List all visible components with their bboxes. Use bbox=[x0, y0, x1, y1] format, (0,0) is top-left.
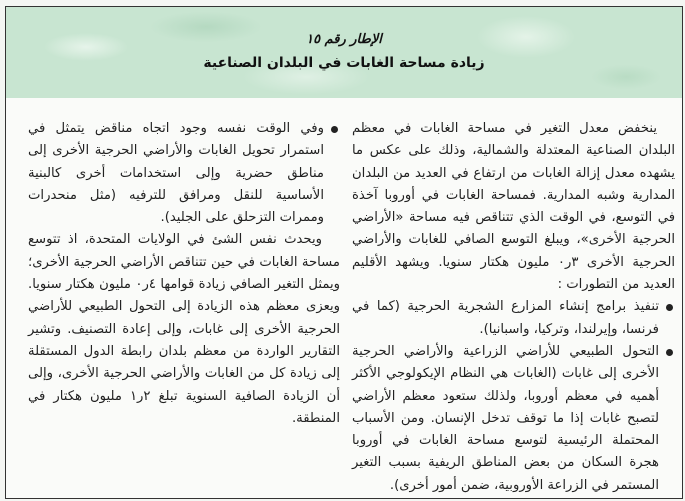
intro-paragraph: ينخفض معدل التغير في مساحة الغابات في معظم البلدان الصناعية المعتدلة والشمالية، وذلك على عكس ما يشهده معدل إزالة الغابات من ارتفاع في العديد من البلدان المدارية وشبه المدارية. فمساحة الغابات في أوروبا آخذة في التوسع، في الوقت الذي تتناقص فيه مساحة «الأراضي الحرجية الأخرى»، ويبلغ التوسع الصافي للغابات والأراضي الحرجية الأخرى ٣ر٠ مليون هكتار سنويا. ويشهد الأقليم العديد من التطورات : bbox=[352, 121, 675, 293]
box-label: الإطار رقم ١٥ bbox=[306, 32, 382, 47]
bullet-text: وفي الوقت نفسه وجود اتجاه مناقض يتمثل في استمرار تحويل الغابات والأراضي الحرجية الأخرى إلى مناطق حضرية وإلى استخدامات أخرى كالبنية الأساسية للنقل ومرافق للترفيه (مثل منحدرات وممرات التزحلق على الجليد). bbox=[28, 121, 324, 226]
box-title: زيادة مساحة الغابات في البلدان الصناعية bbox=[203, 55, 485, 71]
box-header bbox=[6, 7, 682, 98]
bullet-item bbox=[352, 341, 675, 497]
bullet-item bbox=[28, 118, 340, 229]
us-paragraph: ويحدث نفس الشئ في الولايات المتحدة، اذ تتوسع مساحة الغابات في حين تتناقص الأراضي الحرجية الأخرى؛ ويمثل التغير الصافي زيادة قوامها ٤ر٠ مليون هكتار سنويا. ويعزى معظم هذه الزيادة إلى التحول الطبيعي للأراضي الحرجية الأخرى إلى غابات، وإلى إعادة التصنيف. وتشير التقارير الواردة من معظم بلدان رابطة الدول المستقلة إلى زيادة كل من الغابات والأراضي الحرجية الأخرى، وإلى أن الزيادة الصافية السنوية تبلغ ٢ر١ مليون هكتار في المنطقة. bbox=[28, 232, 340, 426]
right-column bbox=[352, 118, 675, 497]
bullet-text: تنفيذ برامج إنشاء المزارع الشجرية الحرجية (كما في فرنسا، وإيرلندا، وتركيا، واسبانيا). bbox=[352, 299, 659, 337]
bullet-text: التحول الطبيعي للأراضي الزراعية والأراضي الحرجية الأخرى إلى غابات (الغابات هي النظام الإيكولوجي الأكثر أهميه في معظم أوروبا، ولذلك ستعود معظم الأراضي لتصبح غابات إذا ما توقف تدخل الإنسان. ومن الأسباب المحتملة الرئيسية لتوسع مساحة الغابات في أوروبا هجرة السكان من بعض المناطق الريفية بسبب التغير المستمر في الزراعة الأوروبية، ضمن أمور أخرى). bbox=[352, 343, 659, 493]
bullet-icon bbox=[666, 304, 673, 311]
bullet-icon bbox=[331, 126, 338, 133]
bullet-item bbox=[352, 296, 675, 341]
left-column bbox=[28, 118, 340, 430]
bullet-icon bbox=[666, 349, 673, 356]
